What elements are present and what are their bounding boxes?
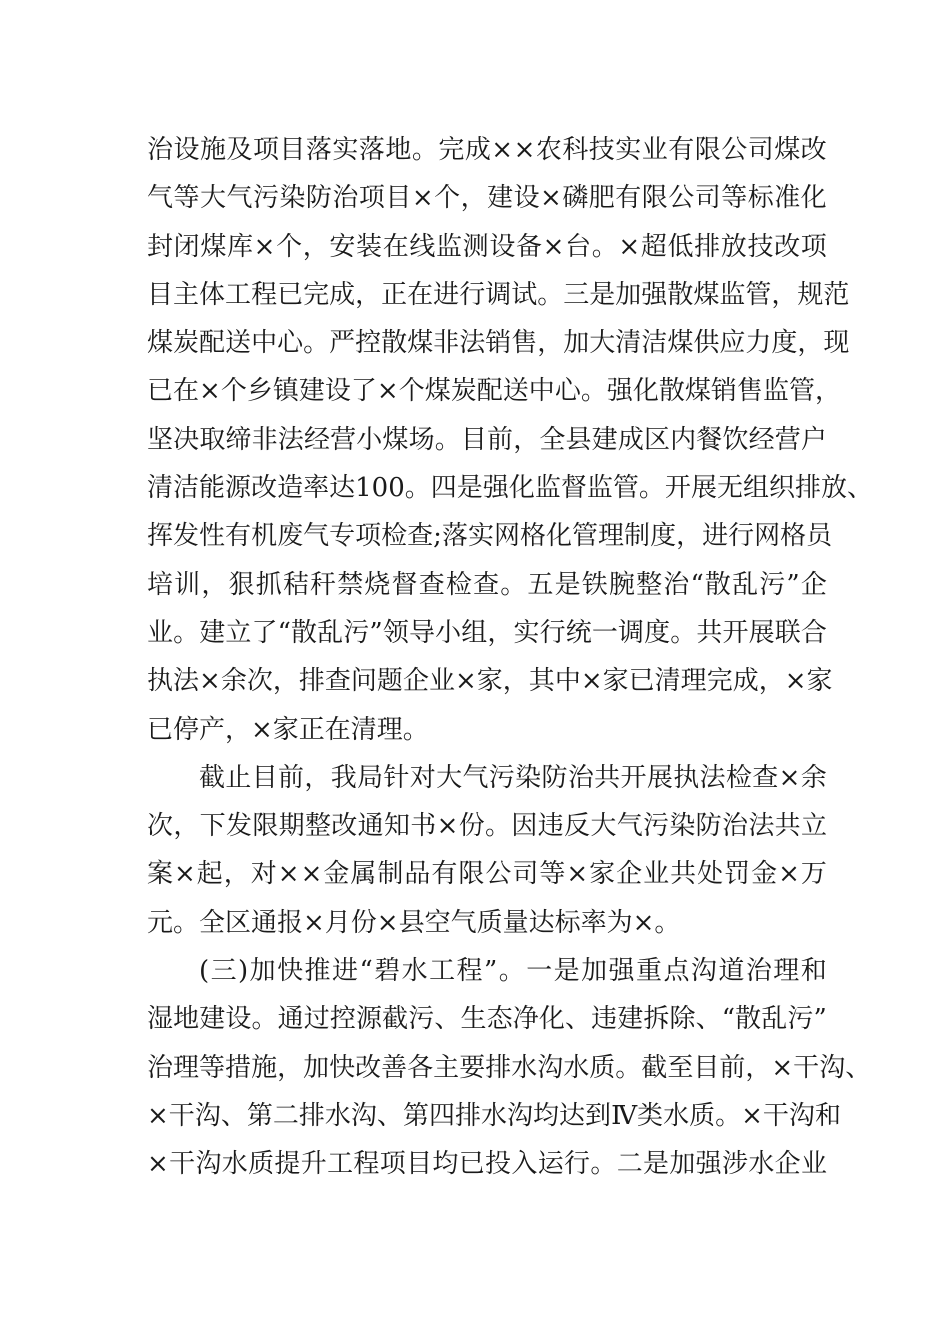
text-line: 坚 决 取 缔 非 法 经 营 小 煤 场 。 目 前 ， 全 县 建 成 区 内 餐 饮 经 营 户 bbox=[147, 424, 827, 455]
text-line: ( 三 ) 加 快 推 进 “ 碧 水 工 程 ” 。 一 是 加 强 重 点 沟 道 治 理 和 bbox=[199, 956, 827, 987]
body-text bbox=[147, 126, 874, 1189]
text-line: 湿 地 建 设 。 通 过 控 源 截 污 、 生 态 净 化 、 违 建 拆 除 、 “ 散 乱 污 ” bbox=[147, 1004, 827, 1035]
text-line: 已停产，×家正在清理。 bbox=[147, 714, 429, 745]
text-line: 煤 炭 配 送 中 心 。 严 控 散 煤 非 法 销 售 ， 加 大 清 洁 煤 供 应 力 度 ， 现 bbox=[147, 328, 850, 359]
text-line: 气 等 大 气 污 染 防 治 项 目 × 个 ， 建 设 × 磷 肥 有 限 公 司 等 标 准 化 bbox=[147, 183, 827, 214]
text-line: 截 止 目 前 ， 我 局 针 对 大 气 污 染 防 治 共 开 展 执 法 检 查 × 余 bbox=[199, 762, 827, 793]
text-line: 封 闭 煤 库 × 个 ， 安 装 在 线 监 测 设 备 × 台 。 × 超 低 排 放 技 改 项 bbox=[147, 231, 827, 262]
text-line: 清 洁 能 源 改 造 率 达 1 0 0 。 四 是 强 化 监 督 监 管 。 开 展 无 组 织 排 放 、 bbox=[147, 473, 874, 504]
text-line: 培 训 ， 狠 抓 秸 秆 禁 烧 督 查 检 查 。 五 是 铁 腕 整 治 “ 散 乱 污 ” 企 bbox=[147, 569, 827, 600]
text-line: 治 理 等 措 施 ， 加 快 改 善 各 主 要 排 水 沟 水 质 。 截 至 目 前 ， × 干 沟 、 bbox=[147, 1052, 872, 1083]
text-line: 目 主 体 工 程 已 完 成 ， 正 在 进 行 调 试 。 三 是 加 强 散 煤 监 管 ， 规 范 bbox=[147, 279, 850, 310]
text-line: × 干 沟 水 质 提 升 工 程 项 目 均 已 投 入 运 行 。 二 是 加 强 涉 水 企 业 bbox=[147, 1149, 827, 1180]
text-line: 已 在 × 个 乡 镇 建 设 了 × 个 煤 炭 配 送 中 心 。 强 化 散 煤 销 售 监 管 ， bbox=[147, 376, 841, 407]
text-line: 业 。 建 立 了 “ 散 乱 污 ” 领 导 小 组 ， 实 行 统 一 调 度 。 共 开 展 联 合 bbox=[147, 617, 827, 648]
text-line: 元。全区通报×月份×县空气质量达标率为×。 bbox=[147, 907, 681, 938]
text-line: 挥 发 性 有 机 废 气 专 项 检 查 ; 落 实 网 格 化 管 理 制 度 ， 进 行 网 格 员 bbox=[147, 521, 833, 552]
text-line: × 干 沟 、 第 二 排 水 沟 、 第 四 排 水 沟 均 达 到 Ⅳ 类 水 质 。 × 干 沟 和 bbox=[147, 1100, 841, 1131]
text-line: 执 法 × 余 次 ， 排 查 问 题 企 业 × 家 ， 其 中 × 家 已 清 理 完 成 ， × 家 bbox=[147, 666, 833, 697]
text-line: 治 设 施 及 项 目 落 实 落 地 。 完 成 × × 农 科 技 实 业 有 限 公 司 煤 改 bbox=[147, 135, 827, 165]
text-line: 次 ， 下 发 限 期 整 改 通 知 书 × 份 。 因 违 反 大 气 污 染 防 治 法 共 立 bbox=[147, 811, 827, 842]
text-line: 案 × 起 ， 对 × × 金 属 制 品 有 限 公 司 等 × 家 企 业 共 处 罚 金 × 万 bbox=[147, 859, 827, 890]
